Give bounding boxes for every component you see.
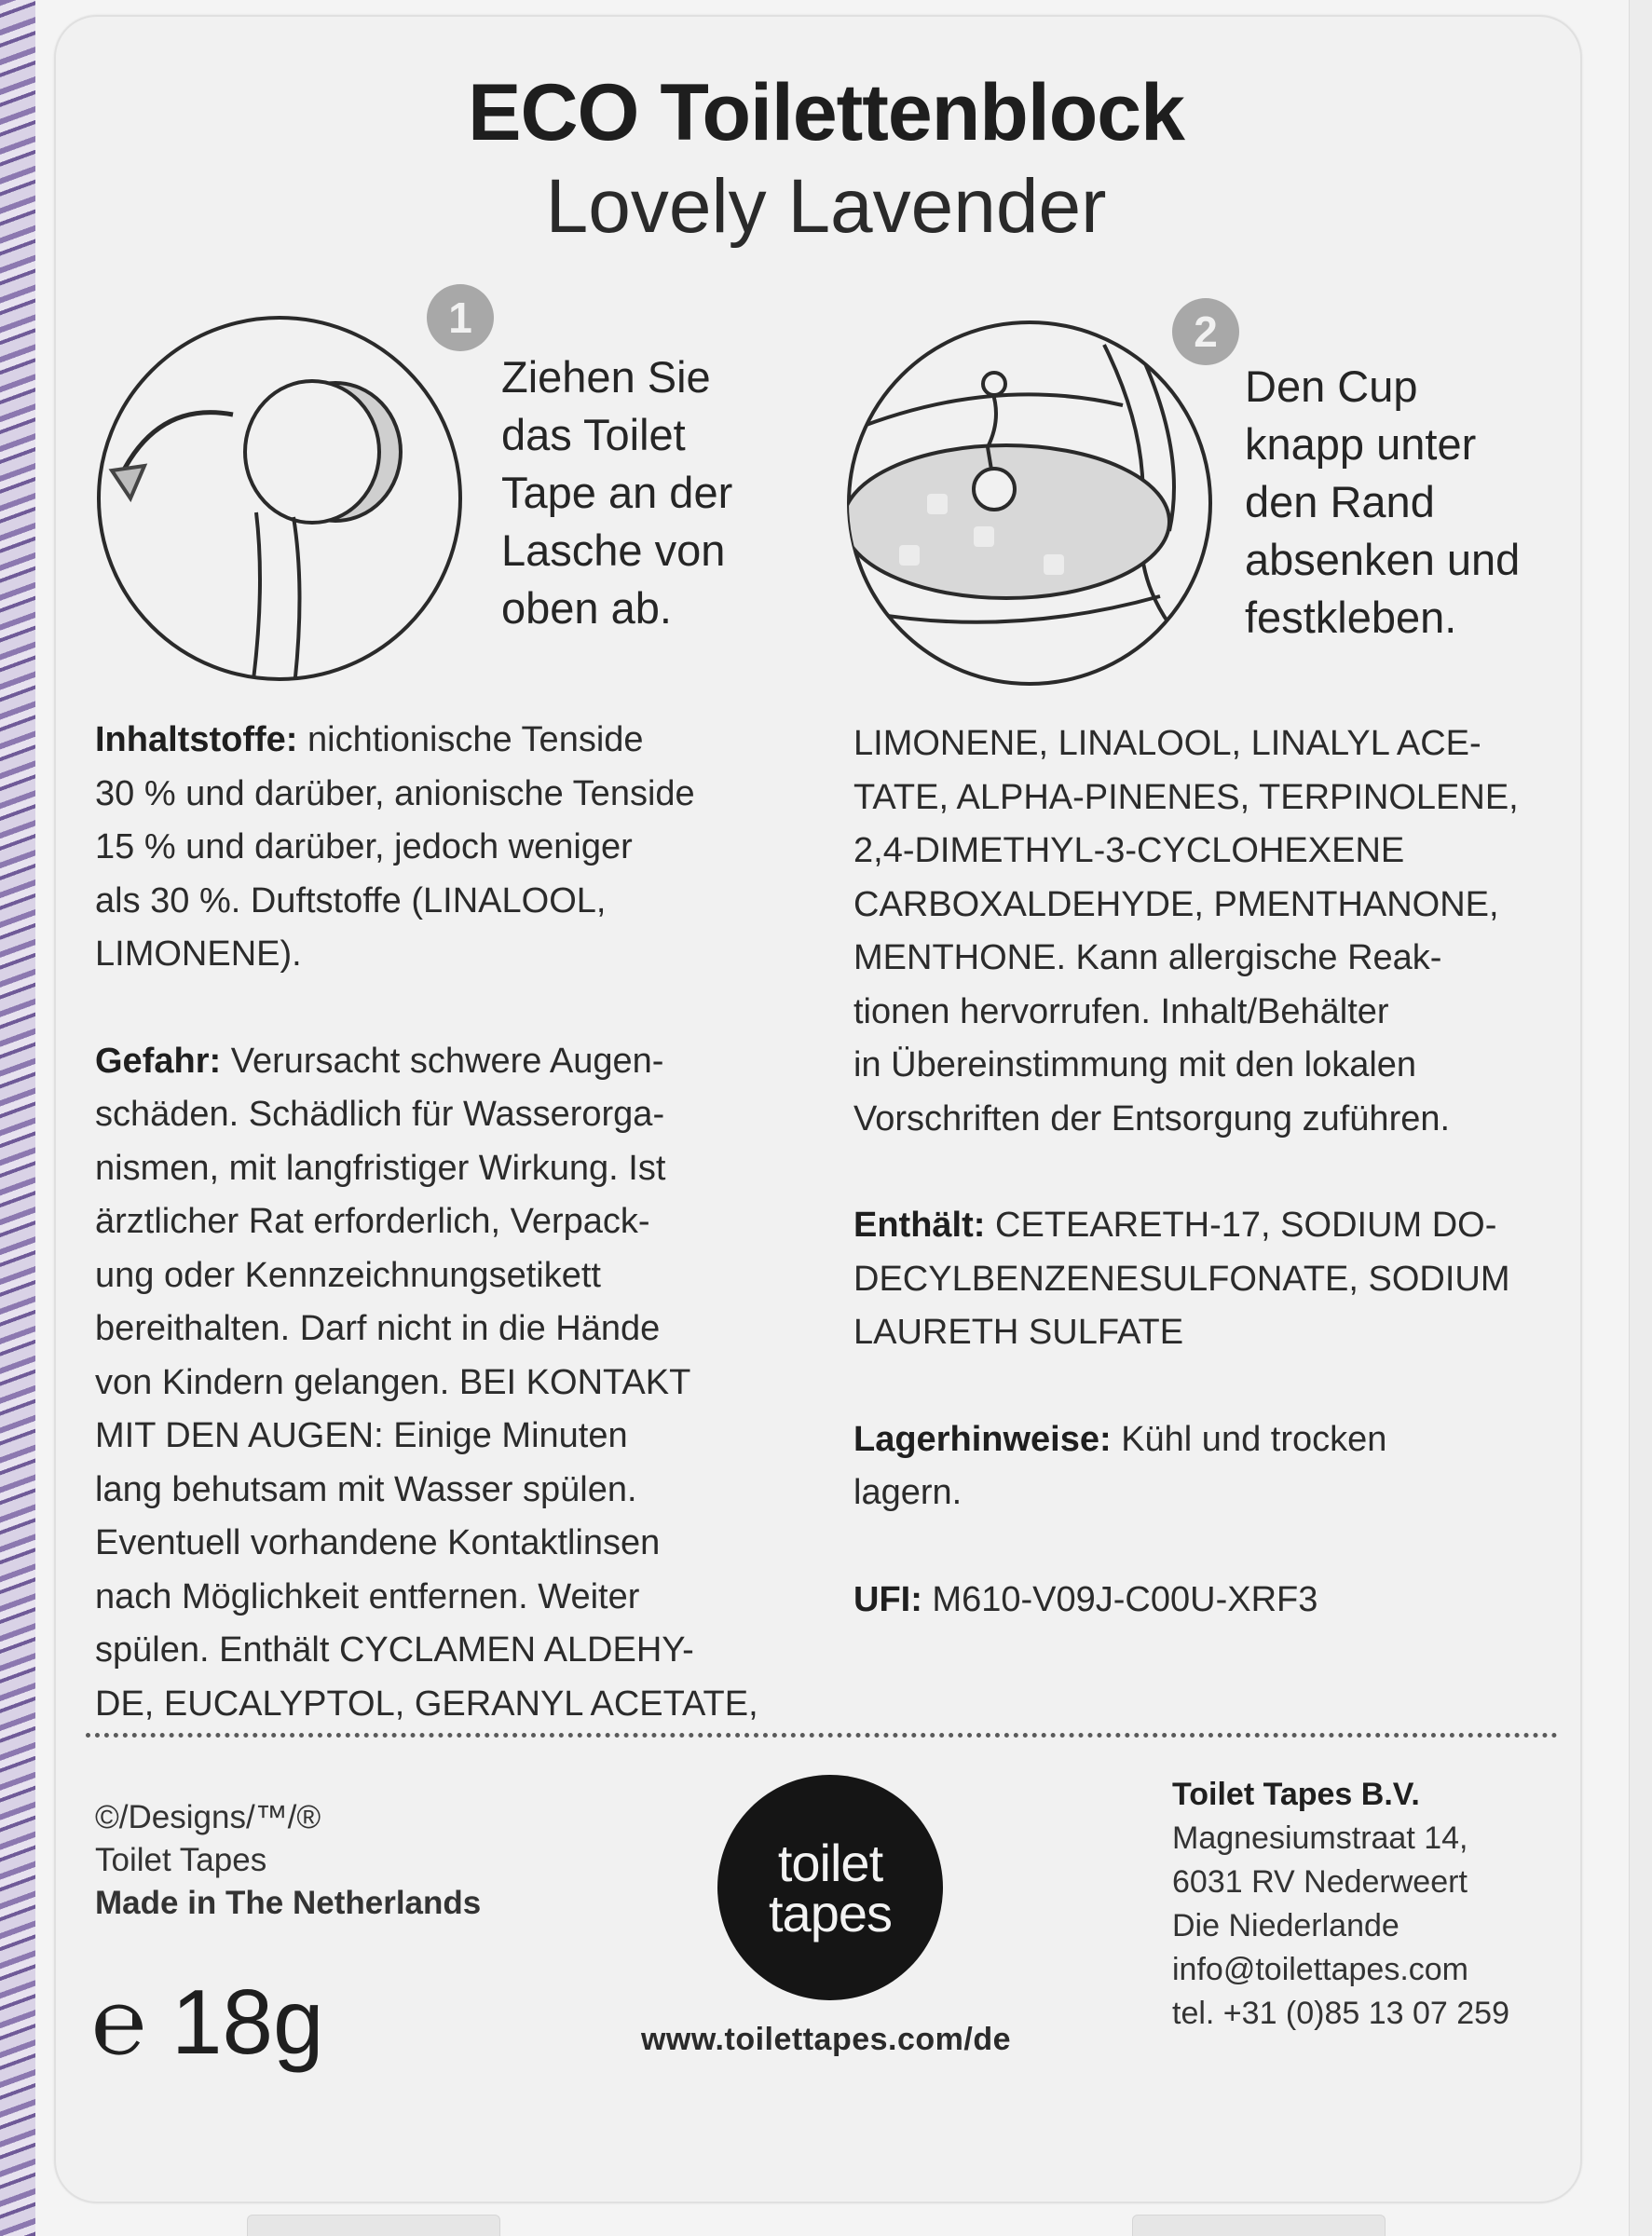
storage-label: Lagerhinweise: (853, 1419, 1112, 1459)
toilet-bowl-illustration (843, 317, 1216, 694)
made-in-line: Made in The Netherlands (95, 1885, 482, 1921)
company-block (1172, 1773, 1509, 2036)
right-text-column (853, 717, 1580, 1680)
ingredients-paragraph (95, 714, 822, 982)
product-scent: Lovely Lavender (545, 164, 1107, 249)
step-1-badge: 1 (427, 284, 494, 351)
toilet-tapes-logo (717, 1775, 943, 2000)
ingredients-text: nichtionische Tenside 30 % und darüber, anionische Tenside 15 % und darüber, jedoch weniger als 30 %. Duftstoffe (LINALOOL, LIMONENE). (95, 720, 695, 974)
box-bottom-tab-left (247, 2215, 500, 2236)
storage-paragraph (853, 1413, 1580, 1520)
contains-text: CETEARETH-17, SODIUM DO- DECYLBENZENESULFONATE, SODIUM LAURETH SULFATE (853, 1206, 1510, 1352)
storage-text: Kühl und trocken lagern. (853, 1419, 1387, 1512)
company-name: Toilet Tapes B.V. (1172, 1777, 1420, 1812)
website-url: www.toilettapes.com/de (640, 2022, 1012, 2057)
ufi-paragraph (853, 1574, 1580, 1628)
ufi-code: M610-V09J-C00U-XRF3 (922, 1579, 1318, 1619)
ufi-label: UFI: (853, 1579, 922, 1619)
step-2-instruction: Den Cup knapp unter den Rand absenken und festkleben. (1245, 361, 1521, 642)
peel-tape-illustration (93, 312, 466, 689)
box-bottom-tab-right (1132, 2215, 1386, 2236)
step-2-badge: 2 (1172, 298, 1239, 365)
estimated-sign-icon: ℮ (91, 1970, 146, 2073)
danger-paragraph (95, 1035, 822, 1732)
dotted-divider (86, 1733, 1558, 1738)
logo-line-2: tapes (769, 1884, 892, 1943)
danger-label: Gefahr: (95, 1041, 222, 1081)
danger-text: Verursacht schwere Augen- schäden. Schädlich für Wasserorga- nismen, mit langfristiger Wirkung. Ist ärztlicher Rat erforderlich, Verpack- ung oder Kennzeichnungsetikett bereithalten. Darf nicht in die Hände von Kindern gelangen. BEI KONTAKT MIT DEN AUGEN: Einige Minuten lang behutsam mit Wasser spülen. Eventuell vorhandene Kontaktlinsen nach Möglichkeit entfernen. Weiter spülen. Enthält CYCLAMEN ALDEHY- DE, EUCALYPTOL, GERANYL ACETATE, (95, 1041, 758, 1724)
continuation-paragraph: LIMONENE, LINALOOL, LINALYL ACE- TATE, ALPHA-PINENES, TERPINOLENE, 2,4-DIMETHYL-3-CYCLOHEXENE CARBOXALDEHYDE, PMENTHANONE, MENTHONE. Kann allergische Reak- tionen hervorrufen. Inhalt/Behälter in Übereinstimmung mit den lokalen Vorschriften der Entsorgung zuführen. (853, 724, 1519, 1138)
contains-label: Enthält: (853, 1206, 986, 1245)
box-side-edge (1629, 0, 1652, 2236)
contains-paragraph (853, 1199, 1580, 1360)
ingredients-label: Inhaltstoffe: (95, 720, 298, 759)
logo-line-1: toilet (777, 1834, 883, 1892)
left-text-column (95, 714, 822, 1784)
step-1-instruction: Ziehen Sie das Toilet Tape an der Lasche von oben ab. (501, 352, 733, 633)
weight-value: 18g (171, 1970, 324, 2073)
rights-block (95, 1796, 481, 1925)
company-address: Magnesiumstraat 14, 6031 RV Nederweert Die Niederlande info@toilettapes.com tel. +31 (0)85 13 07 259 (1172, 1820, 1509, 2031)
brand-line: Toilet Tapes (95, 1842, 267, 1878)
product-title: ECO Toilettenblock (468, 68, 1184, 157)
lavender-pattern-strip (0, 0, 35, 2236)
rights-line: ©/Designs/™/® (95, 1799, 321, 1835)
